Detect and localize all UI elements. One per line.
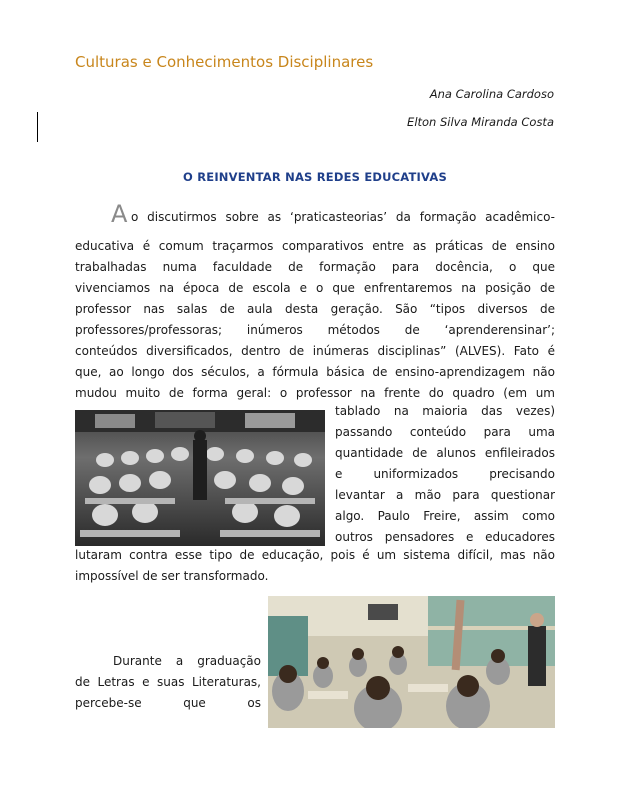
paragraph-line: outros pensadores e educadores	[335, 530, 555, 544]
historic-classroom-photo	[75, 410, 325, 546]
author-name-1: Ana Carolina Cardoso	[429, 87, 554, 101]
paragraph-line: professor nas salas de aula desta geração. São “tipos diversos de	[75, 302, 555, 316]
modern-classroom-photo	[268, 596, 555, 728]
paragraph-line: quantidade de alunos enfileirados	[335, 446, 555, 460]
paragraph-line: educativa é comum traçarmos comparativos entre as práticas de ensino	[75, 239, 555, 253]
paragraph-line: de Letras e suas Literaturas,	[75, 675, 261, 689]
document-header-title: Culturas e Conhecimentos Disciplinares	[75, 53, 374, 71]
section-title: O REINVENTAR NAS REDES EDUCATIVAS	[183, 170, 447, 184]
author-name-2: Elton Silva Miranda Costa	[407, 115, 554, 129]
paragraph-line: passando conteúdo para uma	[335, 425, 555, 439]
paragraph-line: mudou muito de forma geral: o professor na frente do quadro (em um	[75, 386, 555, 400]
paragraph-line: o discutirmos sobre as ‘praticasteorias’ da formação acadêmico-	[131, 210, 555, 224]
paragraph-line: impossível de ser transformado.	[75, 569, 269, 583]
paragraph-line: levantar a mão para questionar	[335, 488, 555, 502]
paragraph-line: conteúdos diversificados, dentro de inúmeras disciplinas” (ALVES). Fato é	[75, 344, 555, 358]
paragraph-line: trabalhadas numa faculdade de formação para docência, o que	[75, 260, 555, 274]
drop-cap: A	[111, 200, 128, 228]
paragraph-line: percebe-se que os	[75, 696, 261, 710]
paragraph-line: professores/professoras; inúmeros métodos de ‘aprenderensinar’;	[75, 323, 555, 337]
paragraph-line: algo. Paulo Freire, assim como	[335, 509, 555, 523]
paragraph-line: tablado na maioria das vezes)	[335, 404, 555, 418]
paragraph-line: lutaram contra esse tipo de educação, pois é um sistema difícil, mas não	[75, 548, 555, 562]
paragraph-line: e uniformizados precisando	[335, 467, 555, 481]
paragraph-line: vivenciamos na época de escola e o que enfrentaremos na posição de	[75, 281, 555, 295]
paragraph-line: que, ao longo dos séculos, a fórmula básica de ensino-aprendizagem não	[75, 365, 555, 379]
paragraph-line: Durante a graduação	[113, 654, 261, 668]
text-cursor-mark	[37, 112, 38, 142]
